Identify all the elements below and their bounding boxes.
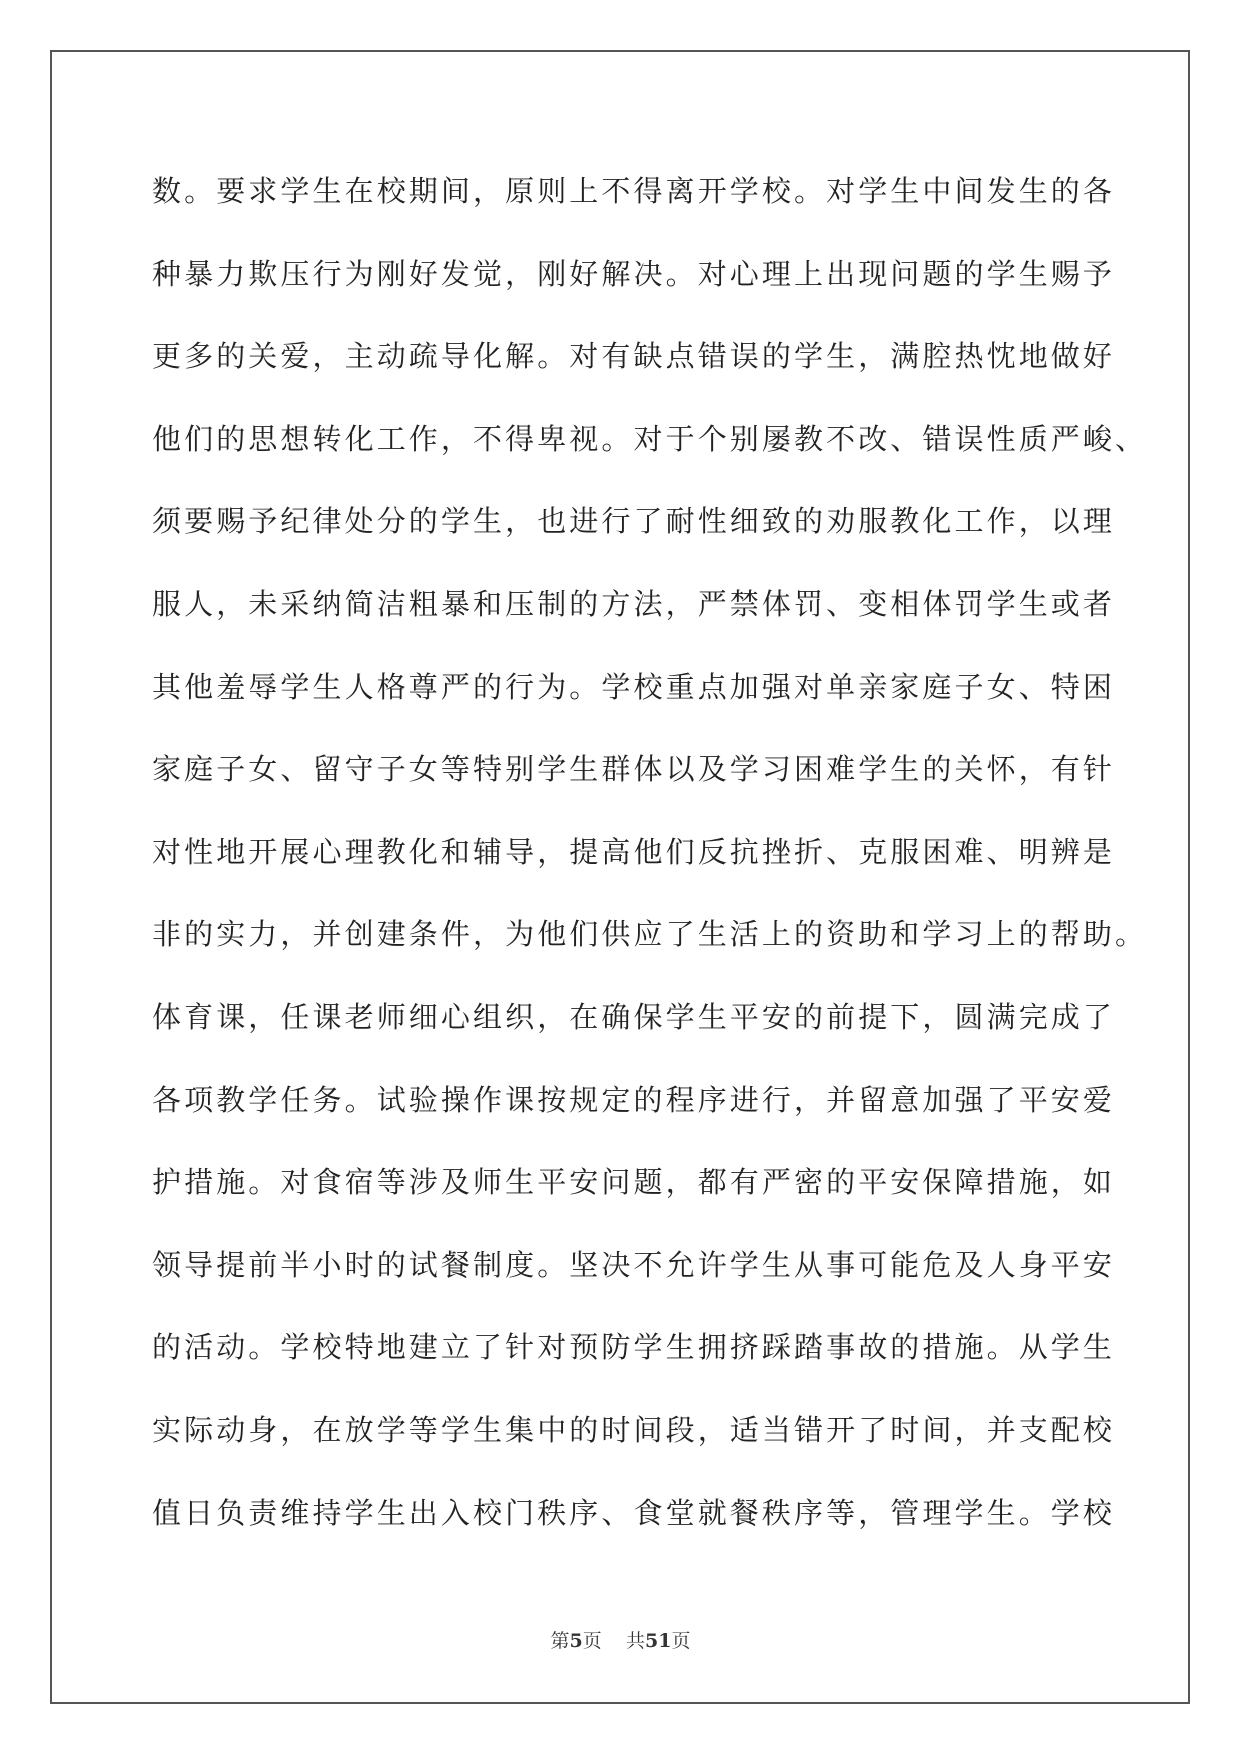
text-line-8: 家庭子女、留守子女等特别学生群体以及学习困难学生的关怀，有针 [152,752,1116,787]
text-line-14: 领导提前半小时的试餐制度。坚决不允许学生从事可能危及人身平安 [152,1247,1116,1282]
total-prefix: 共 [625,1630,645,1652]
text-line-2: 种暴力欺压行为刚好发觉，刚好解决。对心理上出现问题的学生赐予 [152,256,1116,291]
text-line-1: 数。要求学生在校期间，原则上不得离开学校。对学生中间发生的各 [152,174,1116,208]
total-suffix: 页 [671,1630,691,1652]
text-line-16: 实际动身，在放学等学生集中的时间段，适当错开了时间，并支配校 [152,1412,1116,1447]
text-line-4: 他们的思想转化工作，不得卑视。对于个别屡教不改、错误性质严峻、 [152,421,1148,456]
text-line-3: 更多的关爱，主动疏导化解。对有缺点错误的学生，满腔热忱地做好 [152,339,1116,374]
page-number: 5 [569,1630,583,1652]
body-text [152,165,1148,1569]
page-footer [0,1626,1241,1653]
text-line-13: 护措施。对食宿等涉及师生平安问题，都有严密的平安保障措施，如 [152,1165,1116,1200]
total-pages: 51 [644,1630,672,1652]
text-line-5: 须要赐予纪律处分的学生，也进行了耐性细致的劝服教化工作，以理 [152,504,1116,539]
text-line-12: 各项教学任务。试验操作课按规定的程序进行，并留意加强了平安爱 [152,1082,1116,1117]
page-prefix: 第 [550,1630,570,1652]
page-suffix: 页 [582,1630,602,1652]
text-line-6: 服人，未采纳简洁粗暴和压制的方法，严禁体罚、变相体罚学生或者 [152,586,1116,621]
text-line-11: 体育课，任课老师细心组织，在确保学生平安的前提下，圆满完成了 [152,999,1116,1034]
text-line-10: 非的实力，并创建条件，为他们供应了生活上的资助和学习上的帮助。 [152,917,1148,952]
text-line-15: 的活动。学校特地建立了针对预防学生拥挤踩踏事故的措施。从学生 [152,1330,1116,1365]
text-line-7: 其他羞辱学生人格尊严的行为。学校重点加强对单亲家庭子女、特困 [152,669,1116,704]
text-line-17: 值日负责维持学生出入校门秩序、食堂就餐秩序等，管理学生。学校 [152,1495,1116,1530]
text-line-9: 对性地开展心理教化和辅导，提高他们反抗挫折、克服困难、明辨是 [152,834,1116,869]
